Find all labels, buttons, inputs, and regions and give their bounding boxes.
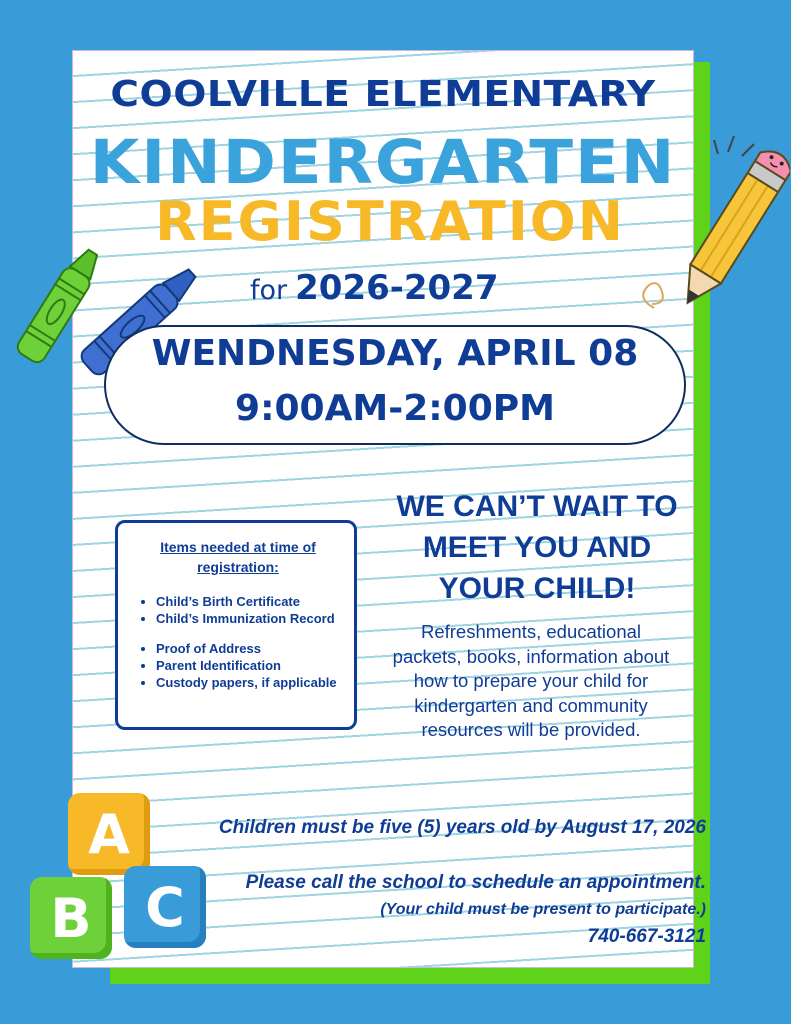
list-item: • Custody papers, if applicable (156, 674, 344, 691)
items-list-group-2 (132, 640, 344, 691)
refreshments-text: Refreshments, educational packets, books, information about how to prepare your child for kindergarten and community resources will be provided. (392, 621, 670, 740)
block-b: B (30, 877, 112, 959)
meet-message: WE CAN’T WAIT TO MEET YOU AND YOUR CHILD! (396, 490, 678, 605)
list-item: • Parent Identification (156, 657, 344, 674)
school-name: COOLVILLE ELEMENTARY (110, 73, 656, 116)
year-prefix: for (250, 275, 288, 306)
list-item: • Child’s Immunization Record (156, 610, 344, 627)
phone-number: 740-667-3121 (587, 926, 706, 947)
list-item: • Child’s Birth Certificate (156, 593, 344, 610)
items-needed-box (115, 520, 357, 730)
event-date: WENDNESDAY, APRIL 08 (151, 333, 639, 374)
call-instruction: Please call the school to schedule an appointment. (245, 872, 706, 893)
school-year-line (250, 268, 499, 308)
items-heading: Items needed at time of registration: (160, 539, 316, 575)
block-c: C (124, 866, 206, 948)
title-kindergarten: KINDERGARTEN (89, 127, 677, 199)
event-time: 9:00AM-2:00PM (235, 388, 555, 429)
items-list-group-1 (132, 593, 344, 627)
age-requirement: Children must be five (5) years old by August 17, 2026 (218, 817, 706, 838)
school-year: 2026-2027 (295, 268, 499, 308)
list-item: • Proof of Address (156, 640, 344, 657)
block-a: A (68, 793, 150, 875)
title-registration: REGISTRATION (155, 190, 625, 253)
presence-note: (Your child must be present to participate.) (380, 901, 706, 918)
